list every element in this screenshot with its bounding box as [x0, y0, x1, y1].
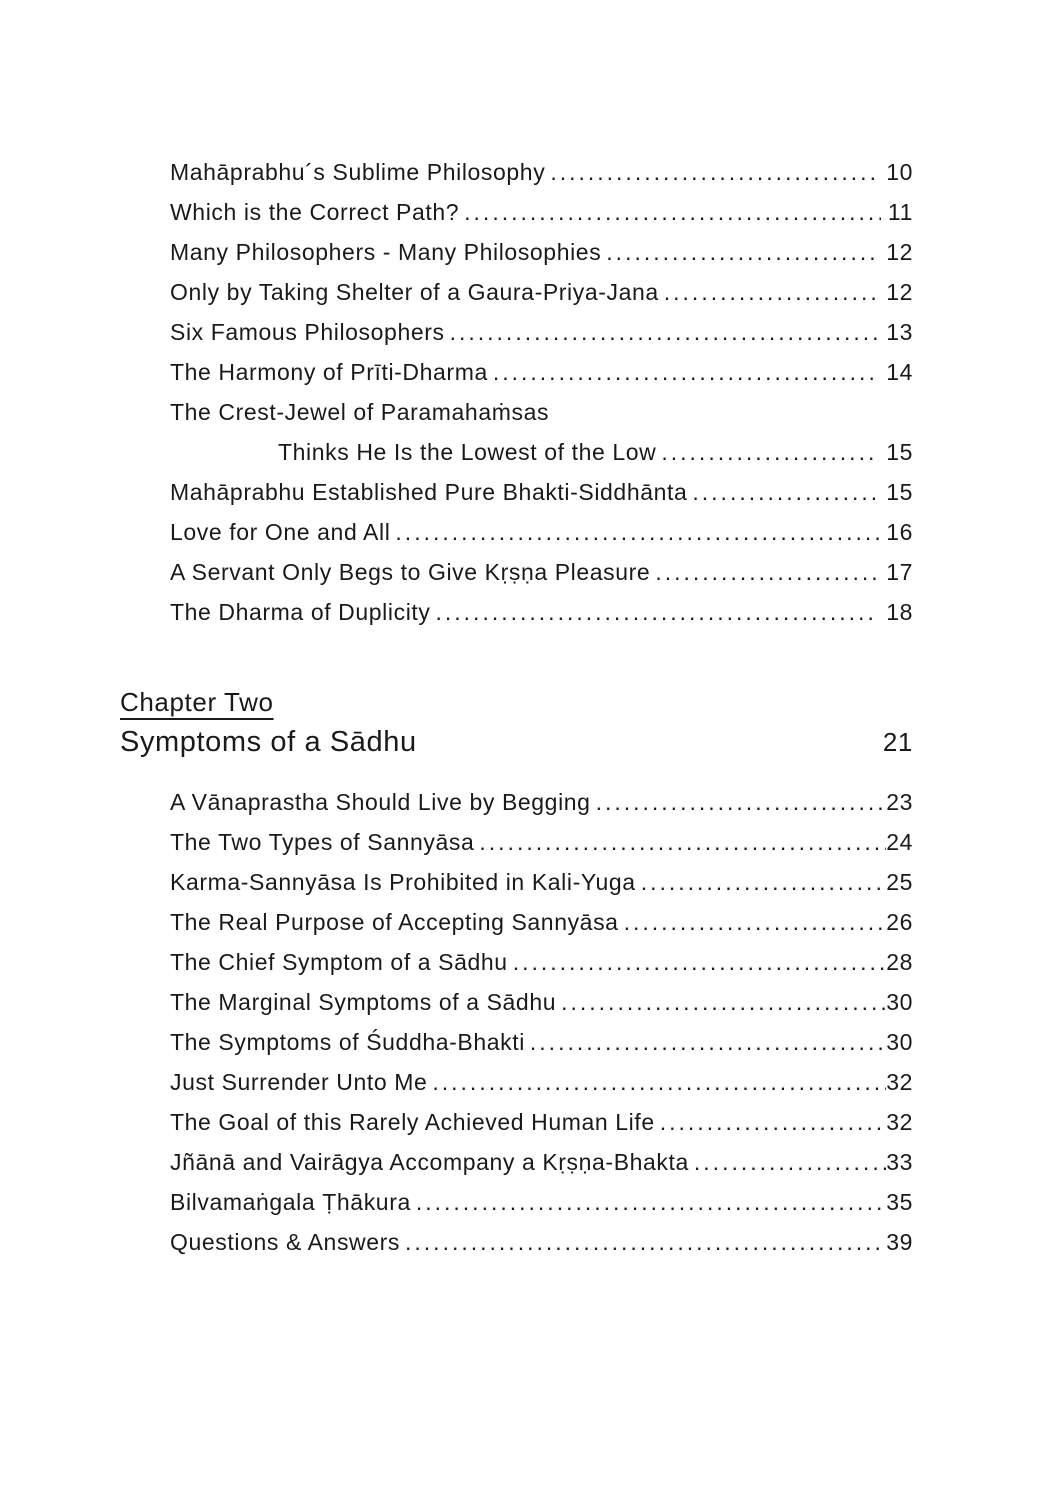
dot-leader — [395, 512, 879, 552]
toc-entry-title: The Real Purpose of Accepting Sannyāsa — [170, 909, 619, 935]
toc-entry-page: 39 — [886, 1229, 913, 1255]
toc-entry-page: 35 — [886, 1189, 913, 1215]
toc-entry-page: 30 — [886, 1029, 913, 1055]
chapter-title: Symptoms of a Sādhu — [120, 726, 417, 758]
toc-entry-title: Bilvamaṅgala Ṭhākura — [170, 1189, 411, 1215]
dot-leader — [692, 472, 879, 512]
toc-entry-title: Jñānā and Vairāgya Accompany a Kṛṣṇa-Bhakta — [170, 1149, 689, 1175]
dot-leader — [513, 942, 887, 982]
chapter-title-row — [120, 722, 913, 762]
toc-entry-title: Many Philosophers - Many Philosophies — [170, 239, 602, 265]
toc-entry-title: A Vānaprastha Should Live by Begging — [170, 789, 591, 815]
toc-entry-title: A Servant Only Begs to Give Kṛṣṇa Pleasure — [170, 559, 651, 585]
toc-entry-page: 13 — [886, 319, 913, 345]
dot-leader — [624, 902, 887, 942]
toc-entry — [170, 272, 913, 312]
toc-entry — [170, 152, 913, 192]
toc-entry — [170, 592, 913, 632]
dot-leader — [660, 1102, 886, 1142]
toc-entry-page: 12 — [886, 239, 913, 265]
toc-entry-page: 17 — [886, 559, 913, 585]
toc-entry — [170, 782, 913, 822]
toc-entry-title: Mahāprabhu Established Pure Bhakti-Siddhānta — [170, 479, 688, 505]
toc-entry-page: 30 — [886, 989, 913, 1015]
dot-leader — [694, 1142, 886, 1182]
toc-entry-title: The Two Types of Sannyāsa — [170, 829, 475, 855]
toc-entry-page: 28 — [886, 949, 913, 975]
toc-entry — [170, 1102, 913, 1142]
dot-leader — [641, 862, 887, 902]
toc-entry — [170, 942, 913, 982]
toc-entry-title: Mahāprabhu´s Sublime Philosophy — [170, 159, 546, 185]
toc-entry-page: 16 — [886, 519, 913, 545]
toc-entry-title: Questions & Answers — [170, 1229, 401, 1255]
toc-entry-page: 14 — [886, 359, 913, 385]
dot-leader — [450, 312, 880, 352]
toc-entry-page: 12 — [886, 279, 913, 305]
toc-entry — [170, 1142, 913, 1182]
toc-entry — [170, 982, 913, 1022]
toc-entry — [170, 392, 913, 432]
toc-entry-title: The Goal of this Rarely Achieved Human Life — [170, 1109, 655, 1135]
toc-entry-page: 33 — [886, 1149, 913, 1175]
dot-leader — [436, 592, 880, 632]
toc-entry-page: 32 — [886, 1109, 913, 1135]
dot-leader — [606, 232, 879, 272]
toc-entry — [170, 1062, 913, 1102]
toc-entry-title: The Symptoms of Śuddha-Bhakti — [170, 1029, 525, 1055]
toc-entry-title: The Marginal Symptoms of a Sādhu — [170, 989, 557, 1015]
toc-entry-title: The Harmony of Prīti-Dharma — [170, 359, 488, 385]
toc-entry — [170, 1022, 913, 1062]
dot-leader — [596, 782, 887, 822]
toc-entry-page: 24 — [886, 829, 913, 855]
toc-entry — [170, 1182, 913, 1222]
toc-entry-page: 15 — [886, 479, 913, 505]
toc-entry-title: Just Surrender Unto Me — [170, 1069, 428, 1095]
toc-entry-page: 11 — [887, 199, 913, 225]
toc-entry-title: The Crest-Jewel of Paramahaṁsas — [170, 399, 550, 425]
dot-leader — [464, 192, 881, 232]
dot-leader — [661, 432, 879, 472]
dot-leader — [493, 352, 879, 392]
chapter-two-entries — [170, 782, 913, 1262]
dot-leader — [655, 552, 879, 592]
chapter-one-entries — [170, 152, 913, 632]
toc-entry — [170, 432, 913, 472]
toc-entry — [170, 512, 913, 552]
toc-entry-page: 23 — [886, 789, 913, 815]
dot-leader — [561, 982, 886, 1022]
chapter-two-heading — [120, 682, 913, 762]
dot-leader — [432, 1062, 886, 1102]
toc-entry-title: The Chief Symptom of a Sādhu — [170, 949, 508, 975]
toc-entry-title: The Dharma of Duplicity — [170, 599, 431, 625]
toc-entry — [170, 472, 913, 512]
toc-entry-page: 32 — [886, 1069, 913, 1095]
dot-leader — [479, 822, 886, 862]
dot-leader — [405, 1222, 886, 1262]
toc-entry — [170, 902, 913, 942]
dot-leader — [664, 272, 879, 312]
toc-entry — [170, 552, 913, 592]
toc-entry-page: 18 — [886, 599, 913, 625]
toc-entry-title: Love for One and All — [170, 519, 391, 545]
toc-entry-title: Only by Taking Shelter of a Gaura-Priya-Jana — [170, 279, 659, 305]
toc-entry-page: 26 — [886, 909, 913, 935]
toc-entry-title: Thinks He Is the Lowest of the Low — [278, 439, 657, 465]
toc-entry — [170, 862, 913, 902]
toc-entry — [170, 192, 913, 232]
toc-entry — [170, 1222, 913, 1262]
toc-entry-title: Which is the Correct Path? — [170, 199, 460, 225]
toc-entry — [170, 352, 913, 392]
toc-entry — [170, 232, 913, 272]
table-of-contents — [120, 152, 913, 1262]
chapter-label: Chapter Two — [120, 687, 274, 717]
dot-leader — [416, 1182, 886, 1222]
toc-entry-title: Karma-Sannyāsa Is Prohibited in Kali-Yuga — [170, 869, 636, 895]
dot-leader — [530, 1022, 886, 1062]
toc-entry — [170, 312, 913, 352]
toc-entry-page: 15 — [886, 439, 913, 465]
dot-leader — [550, 152, 879, 192]
toc-entry-page: 10 — [886, 159, 913, 185]
toc-entry — [170, 822, 913, 862]
chapter-page-number: 21 — [882, 727, 913, 757]
toc-entry-page: 25 — [886, 869, 913, 895]
toc-entry-title: Six Famous Philosophers — [170, 319, 445, 345]
